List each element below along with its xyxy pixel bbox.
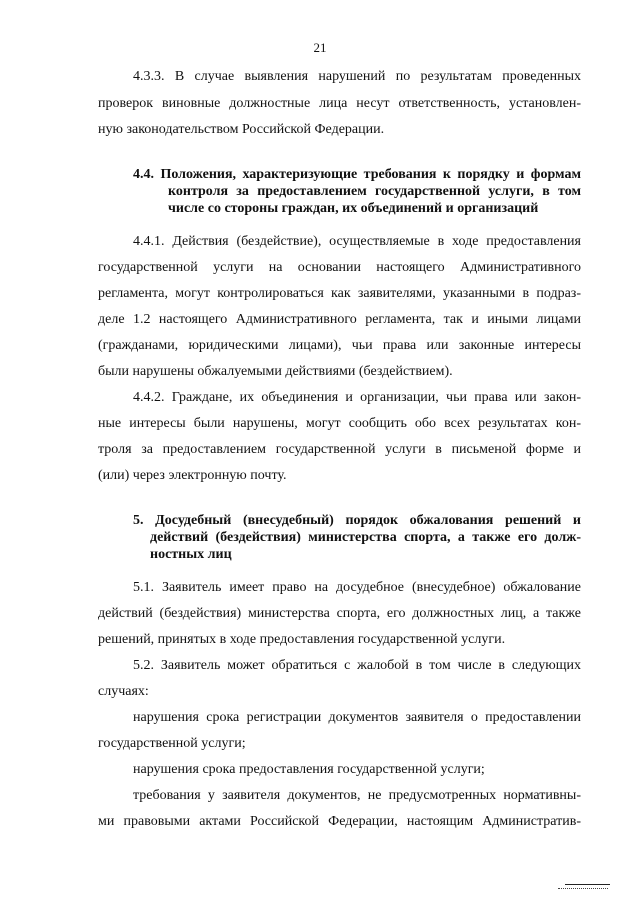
paragraph-4-4-1-line-6: были нарушены обжалуемыми действиями (бездействием).	[98, 364, 453, 379]
paragraph-5-2-line-1: 5.2. Заявитель может обратиться с жалобой в том числе в следующих	[133, 658, 581, 673]
paragraph-4-4-1-line-5: (гражданами, юридическими лицами), чьи права или законные интересы	[98, 338, 581, 353]
heading-4-4-line-2: контроля за предоставлением государственной услуги, в том	[168, 184, 581, 199]
paragraph-4-4-2-line-3: троля за предоставлением государственной услуги в письменой форме и	[98, 442, 581, 457]
heading-5-line-2: действий (бездействия) министерства спорта, а также его долж-	[150, 530, 581, 545]
paragraph-4-3-3-line-2: проверок виновные должностные лица несут ответственность, установлен-	[98, 96, 581, 111]
paragraph-4-4-1-line-2: государственной услуги на основании настоящего Административного	[98, 260, 581, 275]
list-item-3-line-1: требования у заявителя документов, не предусмотренных нормативны-	[133, 788, 581, 803]
heading-4-4-line-3: числе со стороны граждан, их объединений и организаций	[168, 201, 539, 216]
footer-rule	[565, 884, 610, 885]
page-number: 21	[313, 40, 327, 55]
paragraph-5-2-line-2: случаях:	[98, 684, 149, 699]
paragraph-4-4-2-line-1: 4.4.2. Граждане, их объединения и организации, чьи права или закон-	[133, 390, 581, 405]
heading-4-4-line-1: 4.4. Положения, характеризующие требования к порядку и формам	[133, 167, 581, 182]
paragraph-4-3-3-line-1: 4.3.3. В случае выявления нарушений по результатам проведенных	[133, 69, 581, 84]
paragraph-5-1-line-2: действий (бездействия) министерства спорта, его должностных лиц, а также	[98, 606, 581, 621]
list-item-2: нарушения срока предоставления государственной услуги;	[133, 762, 485, 777]
paragraph-5-1-line-3: решений, принятых в ходе предоставления государственной услуги.	[98, 632, 506, 647]
heading-5-line-1: 5. Досудебный (внесудебный) порядок обжалования решений и	[133, 513, 581, 528]
paragraph-5-1-line-1: 5.1. Заявитель имеет право на досудебное (внесудебное) обжалование	[133, 580, 581, 595]
paragraph-4-4-1-line-4: деле 1.2 настоящего Административного регламента, так и иными лицами	[98, 312, 581, 327]
paragraph-4-4-2-line-4: (или) через электронную почту.	[98, 468, 287, 483]
footer-rule-dotted	[558, 888, 608, 889]
paragraph-4-4-2-line-2: ные интересы были нарушены, могут сообщить обо всех результатах кон-	[98, 416, 581, 431]
list-item-3-line-2: ми правовыми актами Российской Федерации, настоящим Административ-	[98, 814, 581, 829]
paragraph-4-3-3-line-3: ную законодательством Российской Федерации.	[98, 122, 385, 137]
paragraph-4-4-1-line-1: 4.4.1. Действия (бездействие), осуществляемые в ходе предоставления	[133, 234, 581, 249]
paragraph-4-4-1-line-3: регламента, могут контролироваться как заявителями, указанными в подраз-	[98, 286, 581, 301]
list-item-1-line-1: нарушения срока регистрации документов заявителя о предоставлении	[133, 710, 581, 725]
heading-5-line-3: ностных лиц	[150, 547, 232, 562]
list-item-1-line-2: государственной услуги;	[98, 736, 246, 751]
